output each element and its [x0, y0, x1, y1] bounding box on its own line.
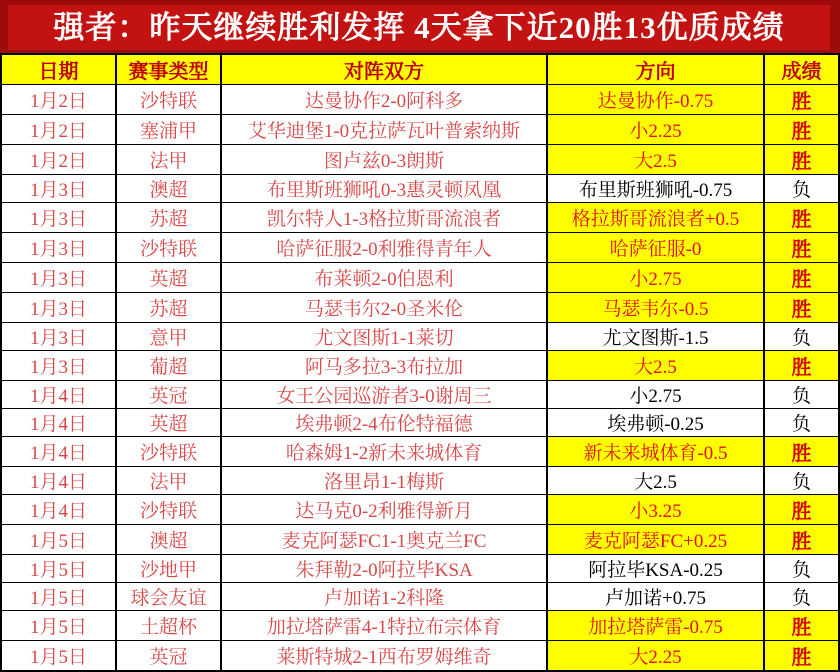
matchup-cell: 图卢兹0-3朗斯	[221, 145, 547, 175]
result-cell: 胜	[764, 85, 839, 115]
table-row	[1, 555, 839, 583]
result-cell: 胜	[764, 495, 839, 525]
league-cell: 英超	[116, 409, 221, 437]
result-cell: 胜	[764, 293, 839, 323]
result-cell: 胜	[764, 115, 839, 145]
table-row	[1, 583, 839, 611]
direction-cell: 小2.75	[547, 263, 764, 293]
table-row	[1, 263, 839, 293]
result-cell: 负	[764, 409, 839, 437]
league-cell: 苏超	[116, 203, 221, 233]
table-row	[1, 611, 839, 641]
result-cell: 胜	[764, 525, 839, 555]
table-row	[1, 85, 839, 115]
result-cell: 负	[764, 323, 839, 351]
result-cell: 胜	[764, 437, 839, 467]
matchup-cell: 尤文图斯1-1莱切	[221, 323, 547, 351]
date-cell: 1月4日	[1, 409, 116, 437]
date-cell: 1月5日	[1, 525, 116, 555]
date-cell: 1月5日	[1, 611, 116, 641]
col-header-date: 日期	[1, 54, 116, 85]
result-cell: 胜	[764, 351, 839, 381]
direction-cell: 埃弗顿-0.25	[547, 409, 764, 437]
matchup-cell: 艾华迪堡1-0克拉萨瓦叶普索纳斯	[221, 115, 547, 145]
col-header-result: 成绩	[764, 54, 839, 85]
league-cell: 英冠	[116, 641, 221, 672]
table-row	[1, 381, 839, 409]
matchup-cell: 洛里昂1-1梅斯	[221, 467, 547, 495]
table-row	[1, 145, 839, 175]
table-row	[1, 323, 839, 351]
table-row	[1, 437, 839, 467]
direction-cell: 大2.5	[547, 351, 764, 381]
direction-cell: 卢加诺+0.75	[547, 583, 764, 611]
date-cell: 1月3日	[1, 293, 116, 323]
result-cell: 胜	[764, 641, 839, 672]
direction-cell: 尤文图斯-1.5	[547, 323, 764, 351]
table-row	[1, 525, 839, 555]
date-cell: 1月2日	[1, 145, 116, 175]
league-cell: 沙特联	[116, 437, 221, 467]
date-cell: 1月3日	[1, 203, 116, 233]
table-row	[1, 641, 839, 672]
league-cell: 苏超	[116, 293, 221, 323]
date-cell: 1月4日	[1, 467, 116, 495]
matchup-cell: 马瑟韦尔2-0圣米伦	[221, 293, 547, 323]
page-title: 强者：昨天继续胜利发挥 4天拿下近20胜13优质成绩	[8, 5, 830, 50]
title-bar	[0, 0, 838, 53]
league-cell: 法甲	[116, 145, 221, 175]
matchup-cell: 哈萨征服2-0利雅得青年人	[221, 233, 547, 263]
matchup-cell: 布里斯班狮吼0-3惠灵顿凤凰	[221, 175, 547, 203]
matchup-cell: 达马克0-2利雅得新月	[221, 495, 547, 525]
result-cell: 负	[764, 467, 839, 495]
league-cell: 澳超	[116, 175, 221, 203]
date-cell: 1月3日	[1, 263, 116, 293]
league-cell: 澳超	[116, 525, 221, 555]
header-row	[1, 54, 839, 85]
matchup-cell: 布莱顿2-0伯恩利	[221, 263, 547, 293]
date-cell: 1月2日	[1, 85, 116, 115]
date-cell: 1月3日	[1, 351, 116, 381]
matchup-cell: 凯尔特人1-3格拉斯哥流浪者	[221, 203, 547, 233]
league-cell: 沙特联	[116, 85, 221, 115]
result-cell: 负	[764, 381, 839, 409]
result-cell: 胜	[764, 233, 839, 263]
league-cell: 意甲	[116, 323, 221, 351]
league-cell: 法甲	[116, 467, 221, 495]
direction-cell: 大2.25	[547, 641, 764, 672]
matchup-cell: 麦克阿瑟FC1-1奥克兰FC	[221, 525, 547, 555]
date-cell: 1月3日	[1, 175, 116, 203]
date-cell: 1月5日	[1, 555, 116, 583]
date-cell: 1月4日	[1, 381, 116, 409]
matchup-cell: 卢加诺1-2科隆	[221, 583, 547, 611]
date-cell: 1月2日	[1, 115, 116, 145]
direction-cell: 布里斯班狮吼-0.75	[547, 175, 764, 203]
matchup-cell: 加拉塔萨雷4-1特拉布宗体育	[221, 611, 547, 641]
league-cell: 沙特联	[116, 233, 221, 263]
table-row	[1, 293, 839, 323]
matchup-cell: 达曼协作2-0阿科多	[221, 85, 547, 115]
result-cell: 负	[764, 583, 839, 611]
matchup-cell: 阿马多拉3-3布拉加	[221, 351, 547, 381]
matchup-cell: 埃弗顿2-4布伦特福德	[221, 409, 547, 437]
matchup-cell: 朱拜勒2-0阿拉毕KSA	[221, 555, 547, 583]
col-header-league: 赛事类型	[116, 54, 221, 85]
direction-cell: 小2.25	[547, 115, 764, 145]
table-row	[1, 495, 839, 525]
date-cell: 1月4日	[1, 437, 116, 467]
direction-cell: 马瑟韦尔-0.5	[547, 293, 764, 323]
date-cell: 1月5日	[1, 641, 116, 672]
table-row	[1, 409, 839, 437]
league-cell: 英冠	[116, 381, 221, 409]
direction-cell: 大2.5	[547, 467, 764, 495]
table-row	[1, 233, 839, 263]
direction-cell: 小3.25	[547, 495, 764, 525]
league-cell: 土超杯	[116, 611, 221, 641]
date-cell: 1月4日	[1, 495, 116, 525]
table-row	[1, 175, 839, 203]
table-row	[1, 351, 839, 381]
league-cell: 球会友谊	[116, 583, 221, 611]
result-cell: 胜	[764, 263, 839, 293]
matchup-cell: 女王公园巡游者3-0谢周三	[221, 381, 547, 409]
date-cell: 1月3日	[1, 233, 116, 263]
result-cell: 胜	[764, 145, 839, 175]
direction-cell: 阿拉毕KSA-0.25	[547, 555, 764, 583]
direction-cell: 加拉塔萨雷-0.75	[547, 611, 764, 641]
col-header-direction: 方向	[547, 54, 764, 85]
result-cell: 胜	[764, 611, 839, 641]
date-cell: 1月5日	[1, 583, 116, 611]
direction-cell: 麦克阿瑟FC+0.25	[547, 525, 764, 555]
league-cell: 沙地甲	[116, 555, 221, 583]
result-cell: 负	[764, 175, 839, 203]
direction-cell: 达曼协作-0.75	[547, 85, 764, 115]
results-table	[0, 53, 840, 672]
direction-cell: 新未来城体育-0.5	[547, 437, 764, 467]
table-row	[1, 115, 839, 145]
direction-cell: 哈萨征服-0	[547, 233, 764, 263]
table-row	[1, 203, 839, 233]
date-cell: 1月3日	[1, 323, 116, 351]
table-row	[1, 467, 839, 495]
league-cell: 英超	[116, 263, 221, 293]
league-cell: 葡超	[116, 351, 221, 381]
direction-cell: 大2.5	[547, 145, 764, 175]
result-cell: 负	[764, 555, 839, 583]
matchup-cell: 莱斯特城2-1西布罗姆维奇	[221, 641, 547, 672]
matchup-cell: 哈森姆1-2新未来城体育	[221, 437, 547, 467]
league-cell: 塞浦甲	[116, 115, 221, 145]
league-cell: 沙特联	[116, 495, 221, 525]
direction-cell: 小2.75	[547, 381, 764, 409]
direction-cell: 格拉斯哥流浪者+0.5	[547, 203, 764, 233]
result-cell: 胜	[764, 203, 839, 233]
col-header-matchup: 对阵双方	[221, 54, 547, 85]
